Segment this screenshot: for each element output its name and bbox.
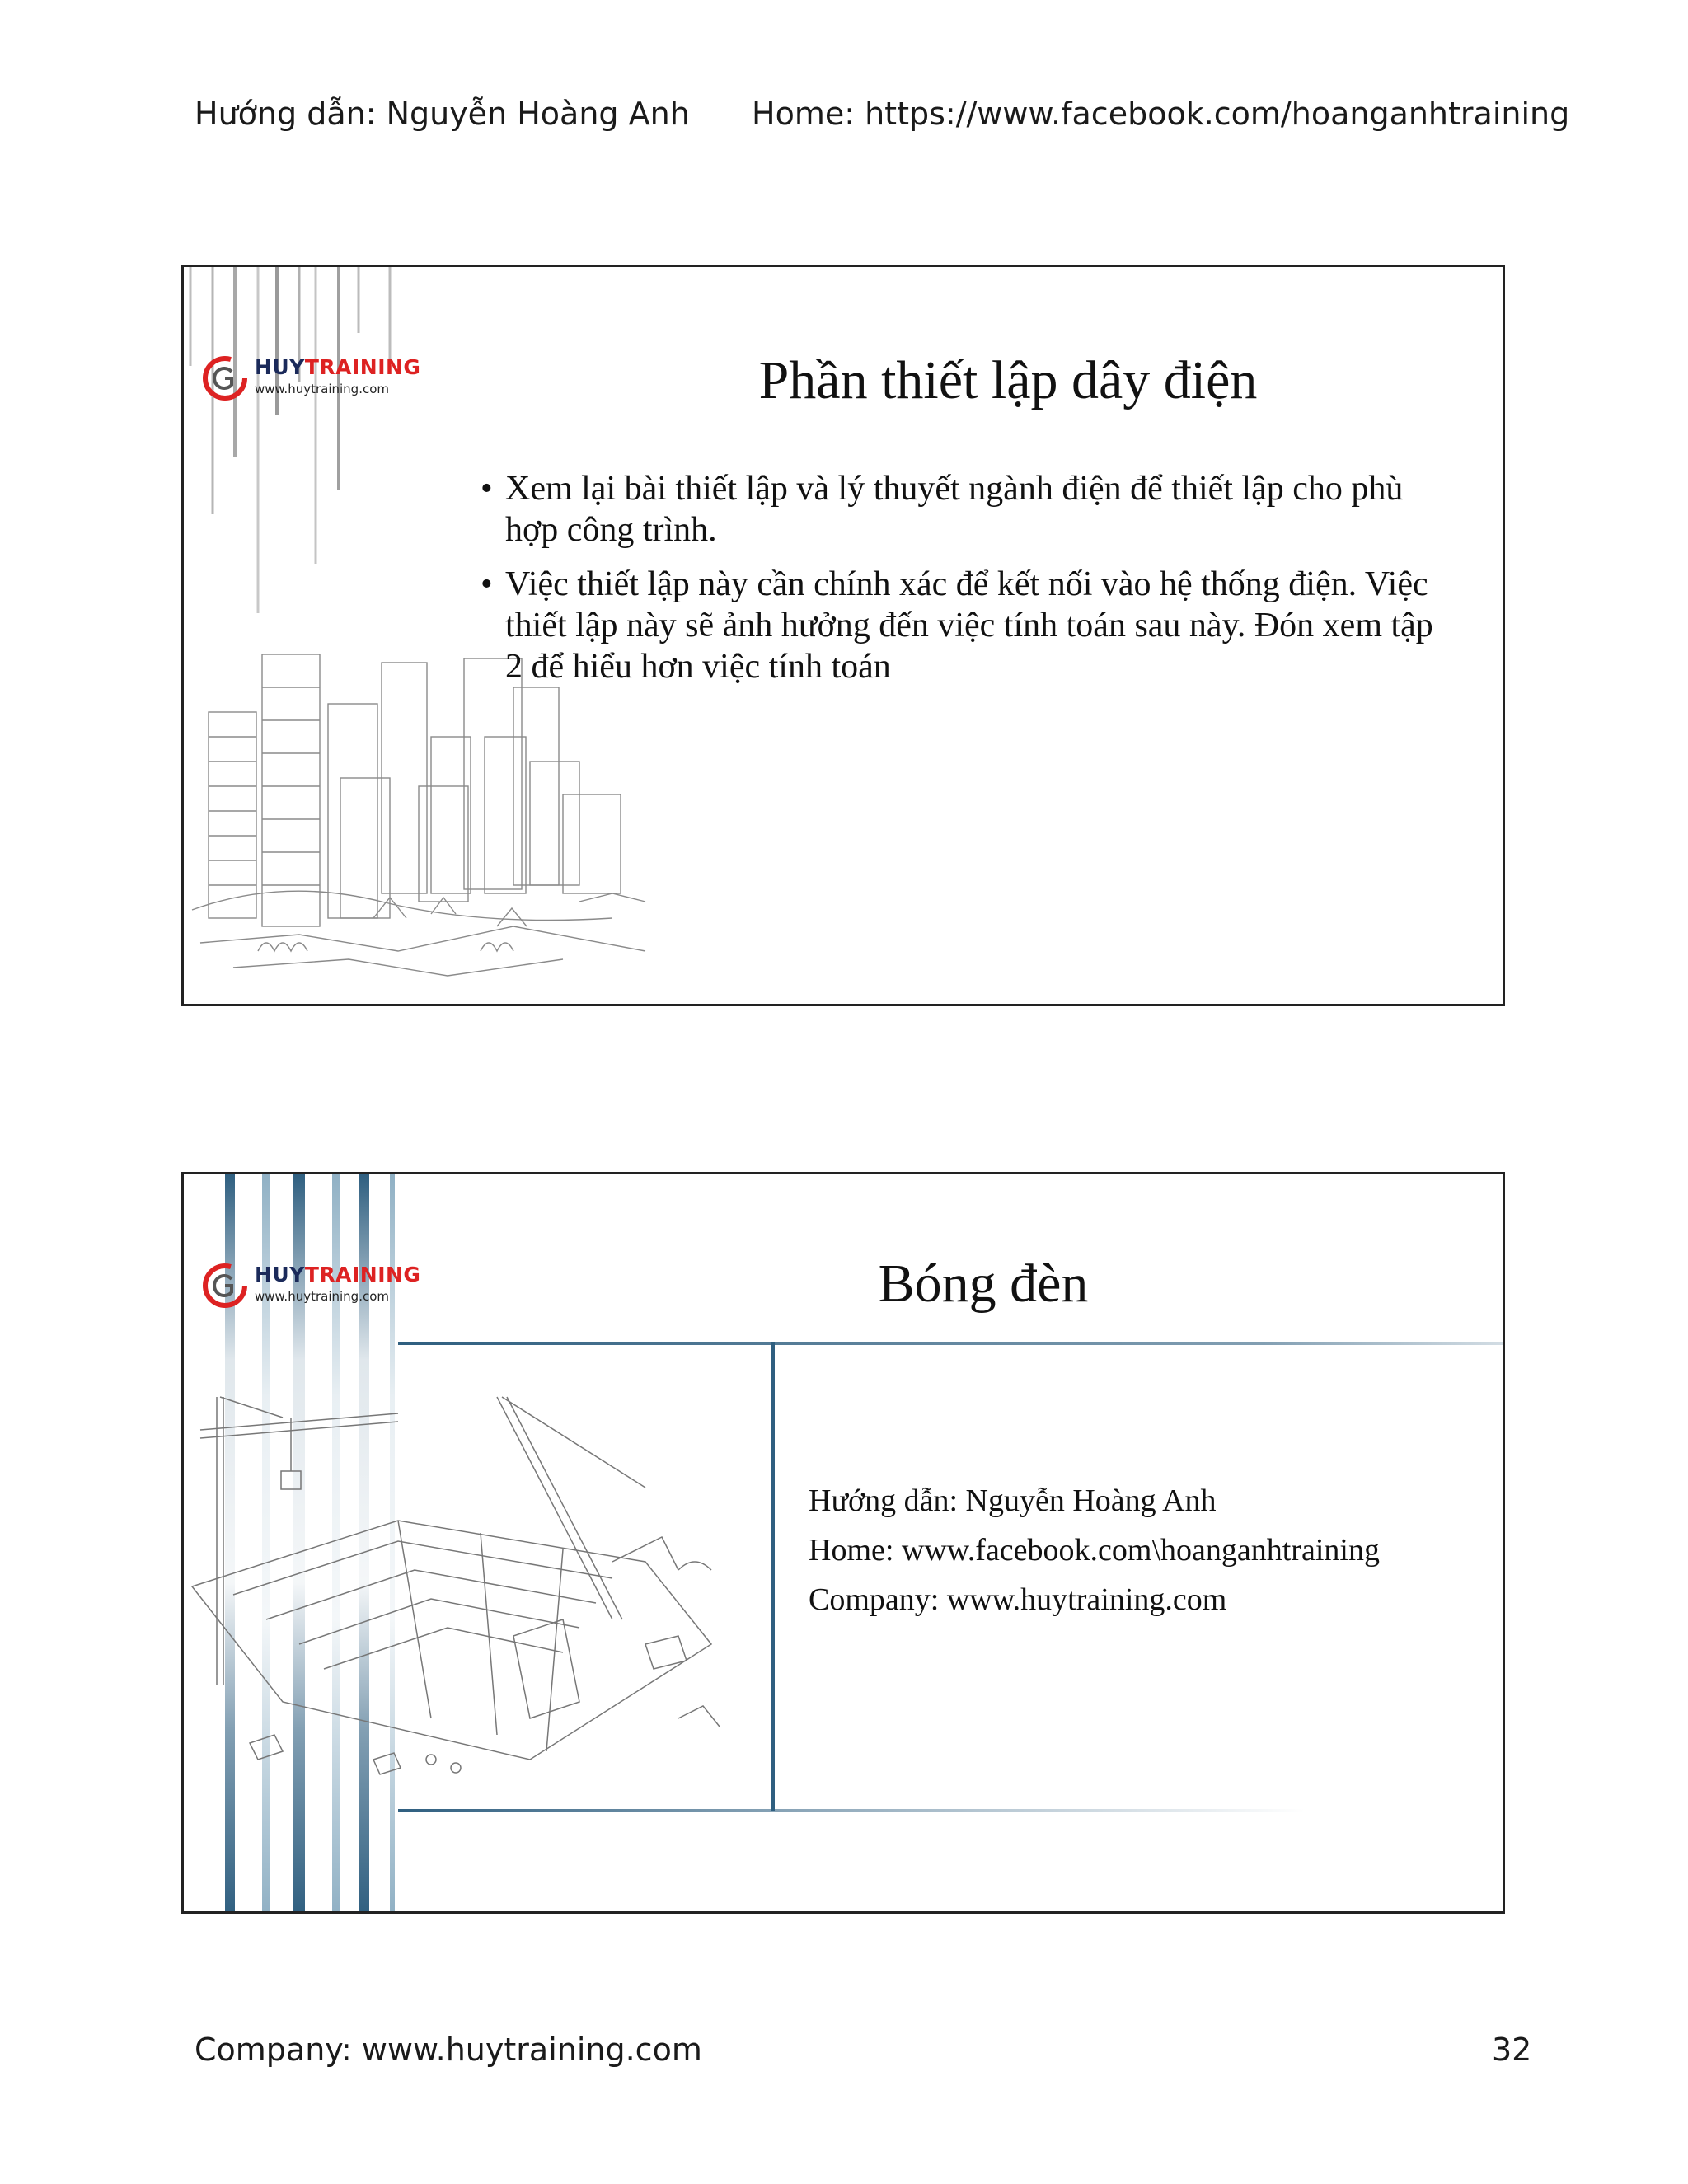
slide-1 xyxy=(181,265,1505,1006)
info-author: Hướng dẫn: Nguyễn Hoàng Anh xyxy=(809,1483,1217,1518)
logo-website: www.huytraining.com xyxy=(255,382,390,396)
page-number: 32 xyxy=(1492,2032,1532,2068)
slide-2 xyxy=(181,1172,1505,1914)
slide-1-title: Phần thiết lập dây điện xyxy=(758,350,1258,410)
construction-sketch-illustration xyxy=(184,1372,761,1834)
logo-website: www.huytraining.com xyxy=(255,1289,390,1304)
bullet-item: • Việc thiết lập này cần chính xác để kết nối vào hệ thống điện. Việc thiết lập này sẽ ảnh hưởng đến việc tính toán sau này. Đón xem tập 2 để hiểu hơn việc tính toán xyxy=(481,564,1453,687)
logo-brand: HUYTRAINING xyxy=(255,1263,421,1286)
logo-ring-icon xyxy=(202,355,248,401)
page-header-author: Hướng dẫn: Nguyễn Hoàng Anh xyxy=(195,96,690,132)
logo-ring-icon xyxy=(202,1263,248,1309)
huytraining-logo xyxy=(202,1259,424,1319)
slide-2-title: Bóng đèn xyxy=(878,1254,1089,1314)
logo-brand: HUYTRAINING xyxy=(255,355,421,379)
page-header-home-link[interactable]: Home: https://www.facebook.com/hoanganhtraining xyxy=(752,96,1570,132)
page-footer-company-link[interactable]: Company: www.huytraining.com xyxy=(195,2032,702,2068)
decorative-vertical-lines xyxy=(184,267,431,613)
slide-1-bullet-list xyxy=(481,468,1453,701)
huytraining-logo xyxy=(202,352,424,411)
info-home-link[interactable]: Home: www.facebook.com\hoanganhtraining xyxy=(809,1533,1380,1568)
bullet-item: • Xem lại bài thiết lập và lý thuyết ngành điện để thiết lập cho phù hợp công trình. xyxy=(481,468,1453,551)
info-company-link[interactable]: Company: www.huytraining.com xyxy=(809,1582,1227,1617)
slide-2-info-block xyxy=(809,1476,1380,1624)
